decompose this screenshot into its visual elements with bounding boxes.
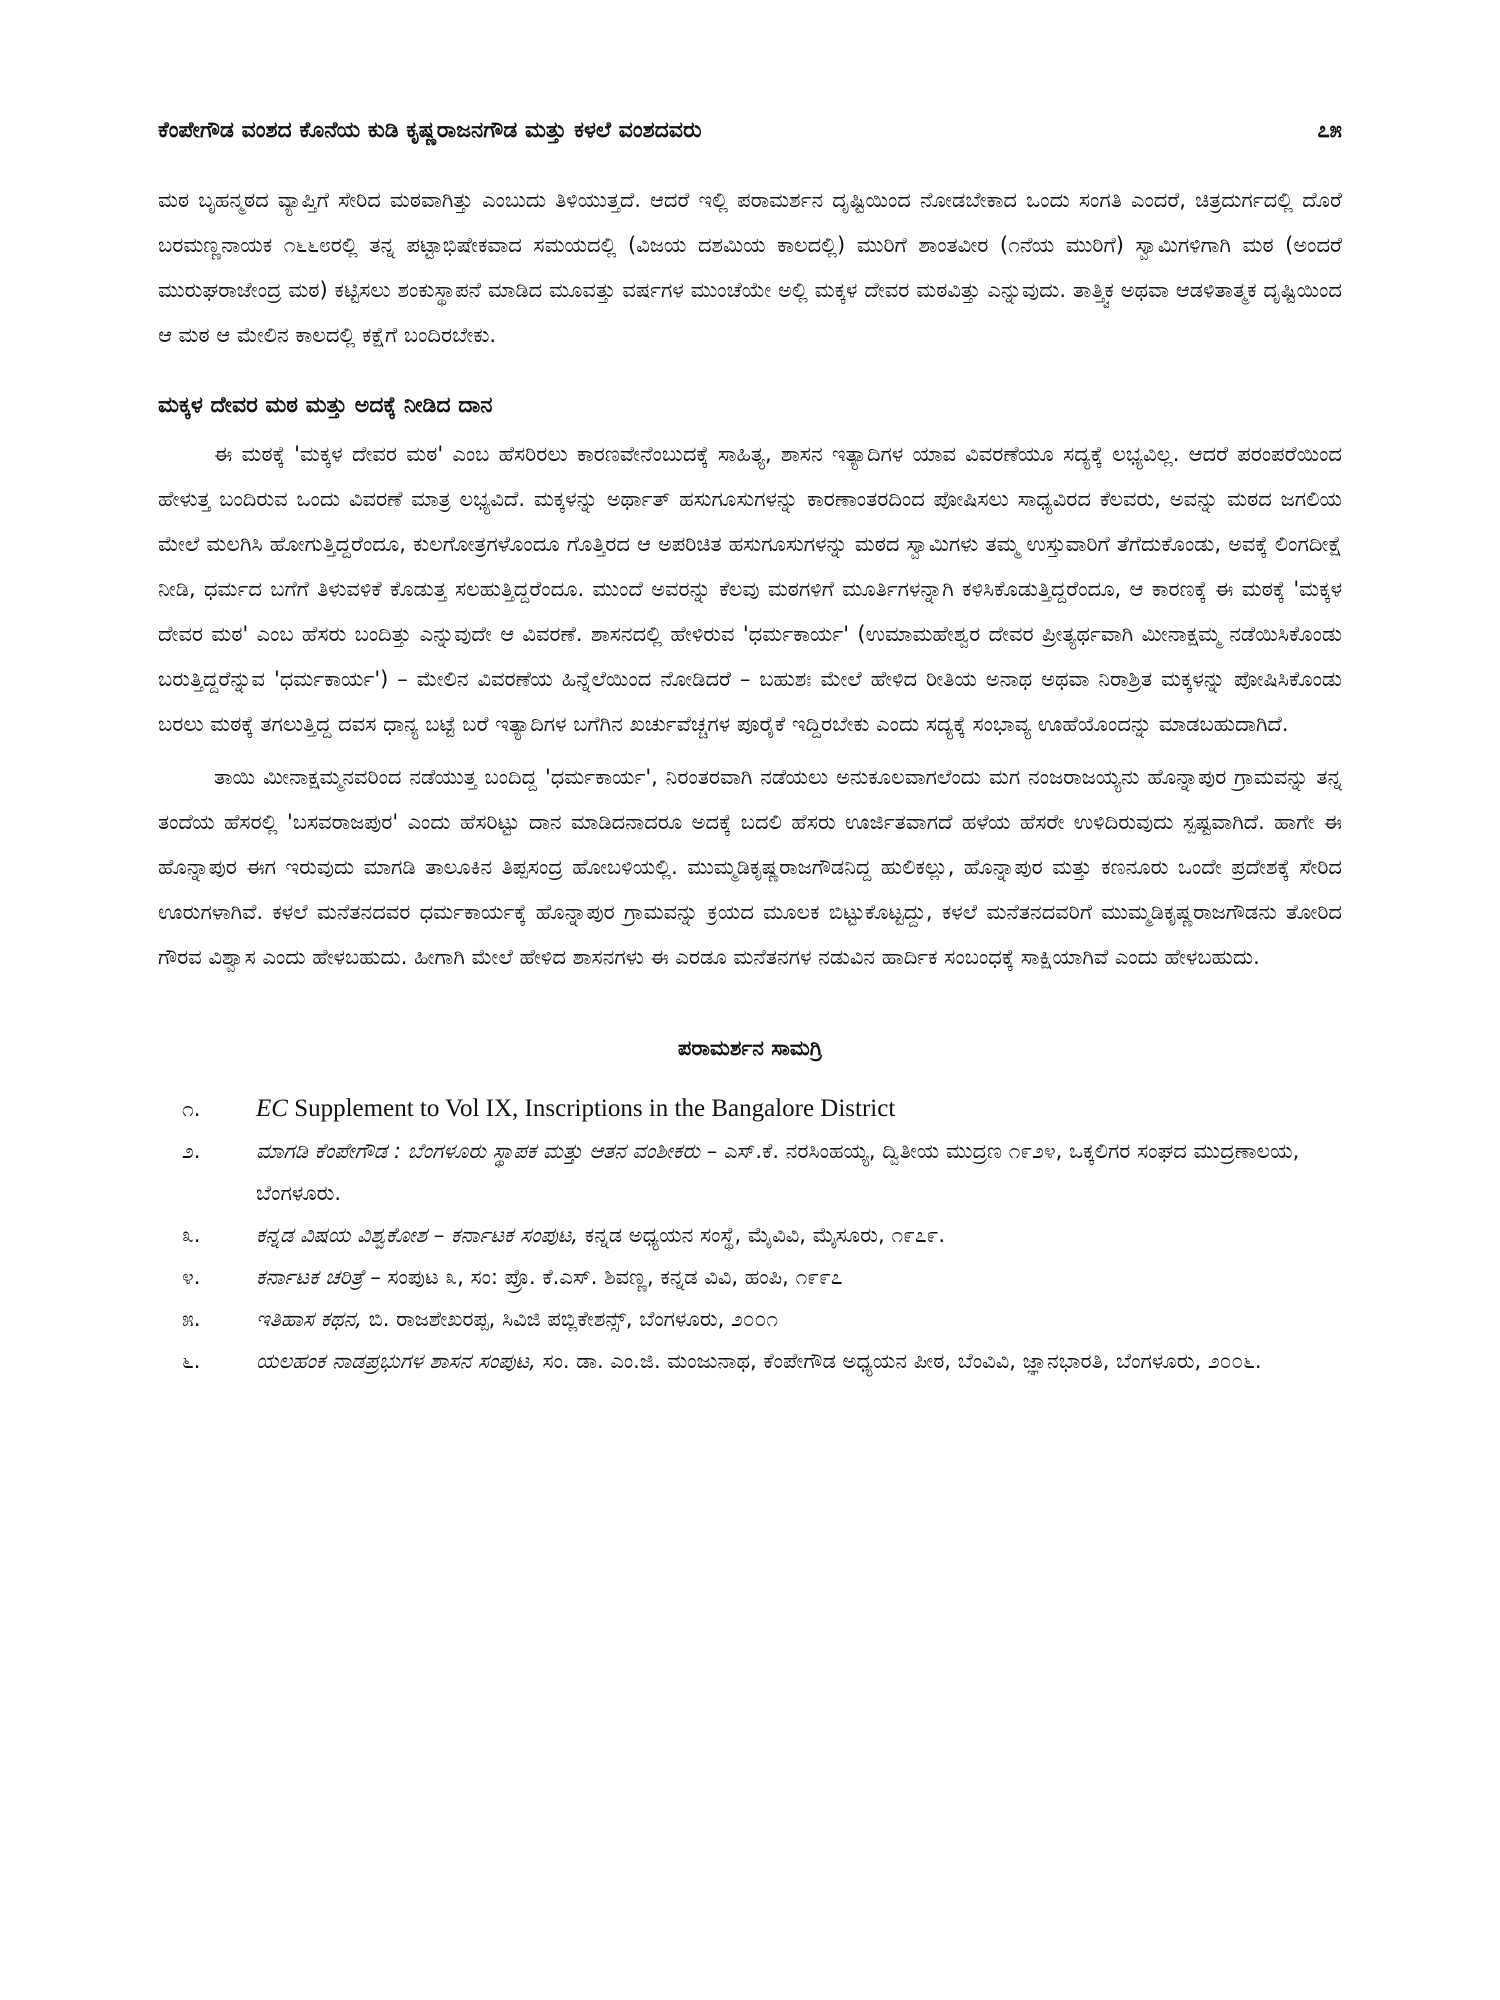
page-content — [158, 178, 1342, 1382]
references-heading: ಪರಾಮರ್ಶನ ಸಾಮಗ್ರಿ — [677, 1036, 823, 1060]
reference-item — [158, 1130, 1342, 1214]
reference-list — [158, 1088, 1342, 1382]
reference-text — [256, 1214, 1342, 1256]
reference-title: ಯಲಹಂಕ ನಾಡಪ್ರಭುಗಳ ಶಾಸನ ಸಂಪುಟ, — [256, 1349, 536, 1373]
reference-title: ಕನ್ನಡ ವಿಷಯ ವಿಶ್ವಕೋಶ – ಕರ್ನಾಟಕ ಸಂಪುಟ, — [256, 1223, 579, 1247]
reference-number: ೩. — [182, 1223, 201, 1247]
reference-item — [158, 1340, 1342, 1382]
reference-title: ಕರ್ನಾಟಕ ಚರಿತ್ರೆ — [256, 1265, 364, 1289]
reference-number: ೬. — [182, 1349, 201, 1373]
reference-title: ಇತಿಹಾಸ ಕಥನ, — [256, 1307, 362, 1331]
paragraph: ತಾಯಿ ಮೀನಾಕ್ಷಮ್ಮನವರಿಂದ ನಡೆಯುತ್ತ ಬಂದಿದ್ದ 'ಧರ್ಮಕಾರ್ಯ', ನಿರಂತರವಾಗಿ ನಡೆಯಲು ಅನುಕೂಲವಾಗಲೆಂದು ಮಗ ನಂಜರಾಜಯ್ಯನು ಹೊನ್ನಾಪುರ ಗ್ರಾಮವನ್ನು ತನ್ನ ತಂದೆಯ ಹೆಸರಲ್ಲಿ 'ಬಸವರಾಜಪುರ' ಎಂದು ಹೆಸರಿಟ್ಟು ದಾನ ಮಾಡಿದನಾದರೂ ಅದಕ್ಕೆ ಬದಲಿ ಹೆಸರು ಊರ್ಜಿತವಾಗದೆ ಹಳೆಯ ಹೆಸರೇ ಉಳಿದಿರುವುದು ಸ್ಪಷ್ಟವಾಗಿದೆ. ಹಾಗೇ ಈ ಹೊನ್ನಾಪುರ ಈಗ ಇರುವುದು ಮಾಗಡಿ ತಾಲೂಕಿನ ತಿಪ್ಪಸಂದ್ರ ಹೋಬಳಿಯಲ್ಲಿ. ಮುಮ್ಮಡಿಕೃಷ್ಣರಾಜಗೌಡನಿದ್ದ ಹುಲಿಕಲ್ಲು, ಹೊನ್ನಾಪುರ ಮತ್ತು ಕಣನೂರು ಒಂದೇ ಪ್ರದೇಶಕ್ಕೆ ಸೇರಿದ ಊರುಗಳಾಗಿವೆ. ಕಳಲೆ ಮನೆತನದವರ ಧರ್ಮಕಾರ್ಯಕ್ಕೆ ಹೊನ್ನಾಪುರ ಗ್ರಾಮವನ್ನು ಕ್ರಯದ ಮೂಲಕ ಬಿಟ್ಟುಕೊಟ್ಟದ್ದು, ಕಳಲೆ ಮನೆತನದವರಿಗೆ ಮುಮ್ಮಡಿಕೃಷ್ಣರಾಜಗೌಡನು ತೋರಿದ ಗೌರವ ವಿಶ್ವಾಸ ಎಂದು ಹೇಳಬಹುದು. ಹೀಗಾಗಿ ಮೇಲೆ ಹೇಳಿದ ಶಾಸನಗಳು ಈ ಎರಡೂ ಮನೆತನಗಳ ನಡುವಿನ ಹಾರ್ದಿಕ ಸಂಬಂಧಕ್ಕೆ ಸಾಕ್ಷಿಯಾಗಿವೆ ಎಂದು ಹೇಳಬಹುದು. — [158, 765, 1342, 969]
reference-item — [158, 1256, 1342, 1298]
reference-text — [256, 1130, 1342, 1214]
reference-details: ಕನ್ನಡ ಅಧ್ಯಯನ ಸಂಸ್ಥೆ, ಮೈವಿವಿ, ಮೈಸೂರು, ೧೯೭೯. — [578, 1223, 946, 1247]
reference-details: Supplement to Vol IX, Inscriptions in the Bangalore District — [287, 1095, 896, 1122]
reference-number: ೫. — [182, 1307, 201, 1331]
reference-title: EC — [256, 1095, 288, 1122]
reference-details: – ಸಂಪುಟ ೩, ಸಂ: ಪ್ರೊ. ಕೆ.ಎಸ್. ಶಿವಣ್ಣ, ಕನ್ನಡ ವಿವಿ, ಹಂಪಿ, ೧೯೯೭ — [363, 1265, 843, 1289]
running-header — [158, 118, 1342, 143]
running-title: ಕೆಂಪೇಗೌಡ ವಂಶದ ಕೊನೆಯ ಕುಡಿ ಕೃಷ್ಣರಾಜನಗೌಡ ಮತ್ತು ಕಳಲೆ ವಂಶದವರು — [158, 118, 702, 143]
reference-title: ಮಾಗಡಿ ಕೆಂಪೇಗೌಡ : ಬೆಂಗಳೂರು ಸ್ಥಾಪಕ ಮತ್ತು ಆತನ ವಂಶೀಕರು — [256, 1139, 701, 1163]
reference-number: ೧. — [182, 1097, 201, 1121]
reference-text — [256, 1088, 1342, 1130]
reference-text — [256, 1340, 1342, 1382]
reference-text — [256, 1256, 1342, 1298]
section-heading: ಮಕ್ಕಳ ದೇವರ ಮಠ ಮತ್ತು ಅದಕ್ಕೆ ನೀಡಿದ ದಾನ — [158, 393, 493, 418]
reference-details: ಸಂ. ಡಾ. ಎಂ.ಜಿ. ಮಂಜುನಾಥ, ಕೆಂಪೇಗೌಡ ಅಧ್ಯಯನ ಪೀಠ, ಬೆಂವಿವಿ, ಜ್ಞಾನಭಾರತಿ, ಬೆಂಗಳೂರು, ೨೦೦೬. — [535, 1349, 1262, 1373]
reference-item — [158, 1088, 1342, 1130]
reference-item — [158, 1298, 1342, 1340]
paragraph: ಈ ಮಠಕ್ಕೆ 'ಮಕ್ಕಳ ದೇವರ ಮಠ' ಎಂಬ ಹೆಸರಿರಲು ಕಾರಣವೇನೆಂಬುದಕ್ಕೆ ಸಾಹಿತ್ಯ, ಶಾಸನ ಇತ್ಯಾದಿಗಳ ಯಾವ ವಿವರಣೆಯೂ ಸದ್ಯಕ್ಕೆ ಲಭ್ಯವಿಲ್ಲ. ಆದರೆ ಪರಂಪರೆಯಿಂದ ಹೇಳುತ್ತ ಬಂದಿರುವ ಒಂದು ವಿವರಣೆ ಮಾತ್ರ ಲಭ್ಯವಿದೆ. ಮಕ್ಕಳನ್ನು ಅರ್ಥಾತ್ ಹಸುಗೂಸುಗಳನ್ನು ಕಾರಣಾಂತರದಿಂದ ಪೋಷಿಸಲು ಸಾಧ್ಯವಿರದ ಕೆಲವರು, ಅವನ್ನು ಮಠದ ಜಗಲಿಯ ಮೇಲೆ ಮಲಗಿಸಿ ಹೋಗುತ್ತಿದ್ದರೆಂದೂ, ಕುಲಗೋತ್ರಗಳೊಂದೂ ಗೊತ್ತಿರದ ಆ ಅಪರಿಚಿತ ಹಸುಗೂಸುಗಳನ್ನು ಮಠದ ಸ್ವಾಮಿಗಳು ತಮ್ಮ ಉಸ್ತುವಾರಿಗೆ ತೆಗೆದುಕೊಂಡು, ಅವಕ್ಕೆ ಲಿಂಗದೀಕ್ಷೆ ನೀಡಿ, ಧರ್ಮದ ಬಗೆಗೆ ತಿಳುವಳಿಕೆ ಕೊಡುತ್ತ ಸಲಹುತ್ತಿದ್ದರೆಂದೂ. ಮುಂದೆ ಅವರನ್ನು ಕೆಲವು ಮಠಗಳಿಗೆ ಮೂರ್ತಿಗಳನ್ನಾಗಿ ಕಳಿಸಿಕೊಡುತ್ತಿದ್ದರೆಂದೂ, ಆ ಕಾರಣಕ್ಕೆ ಈ ಮಠಕ್ಕೆ 'ಮಕ್ಕಳ ದೇವರ ಮಠ' ಎಂಬ ಹೆಸರು ಬಂದಿತ್ತು ಎನ್ನುವುದೇ ಆ ವಿವರಣೆ. ಶಾಸನದಲ್ಲಿ ಹೇಳಿರುವ 'ಧರ್ಮಕಾರ್ಯ' (ಉಮಾಮಹೇಶ್ವರ ದೇವರ ಪ್ರೀತ್ಯರ್ಥವಾಗಿ ಮೀನಾಕ್ಷಮ್ಮ ನಡೆಯಿಸಿಕೊಂಡು ಬರುತ್ತಿದ್ದರೆನ್ನುವ 'ಧರ್ಮಕಾರ್ಯ') – ಮೇಲಿನ ವಿವರಣೆಯ ಹಿನ್ನೆಲೆಯಿಂದ ನೋಡಿದರೆ – ಬಹುಶಃ ಮೇಲೆ ಹೇಳಿದ ರೀತಿಯ ಅನಾಥ ಅಥವಾ ನಿರಾಶ್ರಿತ ಮಕ್ಕಳನ್ನು ಪೋಷಿಸಿಕೊಂಡು ಬರಲು ಮಠಕ್ಕೆ ತಗಲುತ್ತಿದ್ದ ದವಸ ಧಾನ್ಯ ಬಟ್ಟೆ ಬರೆ ಇತ್ಯಾದಿಗಳ ಬಗೆಗಿನ ಖರ್ಚುವೆಚ್ಚಗಳ ಪೂರೈಕೆ ಇದ್ದಿರಬೇಕು ಎಂದು ಸದ್ಯಕ್ಕೆ ಸಂಭಾವ್ಯ ಊಹೆಯೊಂದನ್ನು ಮಾಡಬಹುದಾಗಿದೆ. — [158, 442, 1342, 736]
reference-number: ೪. — [182, 1265, 201, 1289]
reference-text — [256, 1298, 1342, 1340]
reference-item — [158, 1214, 1342, 1256]
paragraph-continued: ಮಠ ಬೃಹನ್ಮಠದ ವ್ಯಾಪ್ತಿಗೆ ಸೇರಿದ ಮಠವಾಗಿತ್ತು ಎಂಬುದು ತಿಳಿಯುತ್ತದೆ. ಆದರೆ ಇಲ್ಲಿ ಪರಾಮರ್ಶನ ದೃಷ್ಟಿಯಿಂದ ನೋಡಬೇಕಾದ ಒಂದು ಸಂಗತಿ ಎಂದರೆ, ಚಿತ್ರದುರ್ಗದಲ್ಲಿ ದೊರೆ ಬರಮಣ್ಣನಾಯಕ ೧೬೬೮ರಲ್ಲಿ ತನ್ನ ಪಟ್ಟಾಭಿಷೇಕವಾದ ಸಮಯದಲ್ಲಿ (ವಿಜಯ ದಶಮಿಯ ಕಾಲದಲ್ಲಿ) ಮುರಿಗೆ ಶಾಂತವೀರ (೧ನೆಯ ಮುರಿಗೆ) ಸ್ವಾಮಿಗಳಿಗಾಗಿ ಮಠ (ಅಂದರೆ ಮುರುಘರಾಜೇಂದ್ರ ಮಠ) ಕಟ್ಟಿಸಲು ಶಂಕುಸ್ಥಾಪನೆ ಮಾಡಿದ ಮೂವತ್ತು ವರ್ಷಗಳ ಮುಂಚೆಯೇ ಅಲ್ಲಿ ಮಕ್ಕಳ ದೇವರ ಮಠವಿತ್ತು ಎನ್ನುವುದು. ತಾತ್ತ್ವಿಕ ಅಥವಾ ಆಡಳಿತಾತ್ಮಕ ದೃಷ್ಟಿಯಿಂದ ಆ ಮಠ ಆ ಮೇಲಿನ ಕಾಲದಲ್ಲಿ ಕಕ್ಷೆಗೆ ಬಂದಿರಬೇಕು. — [158, 188, 1342, 347]
reference-details: – ಎಸ್.ಕೆ. ನರಸಿಂಹಯ್ಯ, ದ್ವಿತೀಯ ಮುದ್ರಣ ೧೯೨೪, ಒಕ್ಕಲಿಗರ ಸಂಘದ ಮುದ್ರಣಾಲಯ, ಬೆಂಗಳೂರು. — [256, 1139, 1300, 1205]
page-number: ೭೫ — [1317, 118, 1342, 143]
reference-details: ಬಿ. ರಾಜಶೇಖರಪ್ಪ, ಸಿವಿಜಿ ಪಬ್ಲಿಕೇಶನ್ಸ್, ಬೆಂಗಳೂರು, ೨೦೦೧ — [361, 1307, 779, 1331]
reference-number: ೨. — [182, 1139, 201, 1163]
